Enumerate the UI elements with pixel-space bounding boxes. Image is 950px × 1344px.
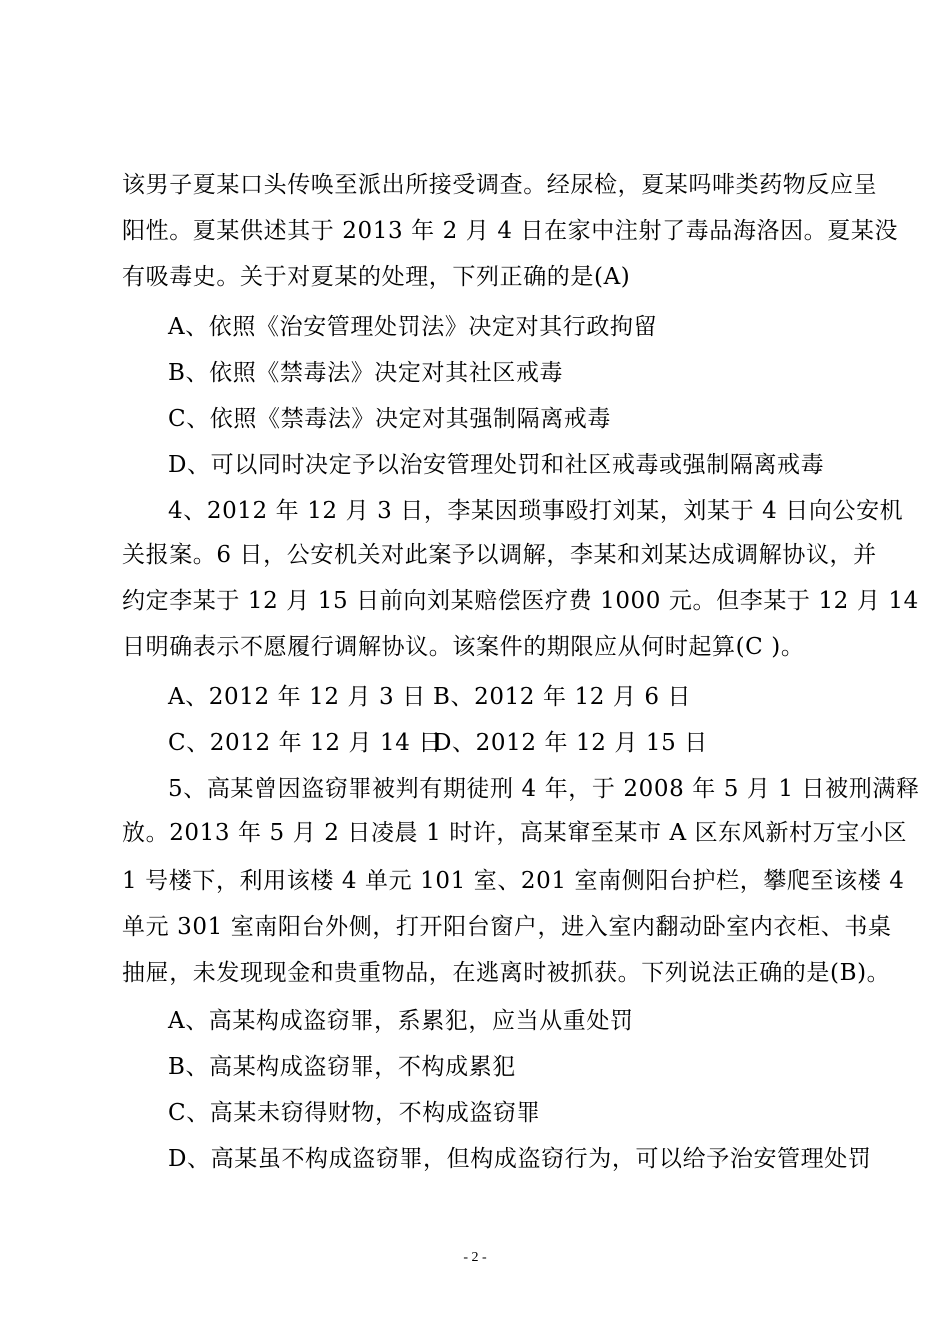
q4-option-c: C、2012 年 12 月 14 日: [168, 730, 443, 756]
q3-text-line-1: 该男子夏某口头传唤至派出所接受调查。经尿检，夏某吗啡类药物反应呈: [122, 172, 878, 198]
q5-text-line-2: 放。2013 年 5 月 2 日凌晨 1 时许，高某窜至某市 A 区东风新村万宝小区: [122, 820, 908, 846]
q4-option-a: A、2012 年 12 月 3 日: [168, 684, 426, 710]
q3-option-a: A、依照《治安管理处罚法》决定对其行政拘留: [168, 314, 658, 340]
q5-option-a: A、高某构成盗窃罪，系累犯，应当从重处罚: [168, 1008, 634, 1034]
q5-option-d: D、高某虽不构成盗窃罪，但构成盗窃行为，可以给予治安管理处罚: [168, 1146, 872, 1172]
q5-option-c: C、高某未窃得财物，不构成盗窃罪: [168, 1100, 541, 1126]
q4-text-line-1: 4、2012 年 12 月 3 日，李某因琐事殴打刘某，刘某于 4 日向公安机: [168, 498, 904, 524]
q3-option-b: B、依照《禁毒法》决定对其社区戒毒: [168, 360, 564, 386]
q5-text-line-5: 抽屉，未发现现金和贵重物品，在逃离时被抓获。下列说法正确的是(B)。: [122, 960, 891, 986]
q5-option-b: B、高某构成盗窃罪，不构成累犯: [168, 1054, 516, 1080]
q3-text-line-3: 有吸毒史。关于对夏某的处理，下列正确的是(A): [122, 264, 631, 290]
q5-text-line-3: 1 号楼下，利用该楼 4 单元 101 室、201 室南侧阳台护栏，攀爬至该楼 4: [122, 868, 905, 894]
page-number: - 2 -: [463, 1250, 487, 1265]
q4-option-b: B、2012 年 12 月 6 日: [433, 684, 692, 710]
q4-text-line-4: 日明确表示不愿履行调解协议。该案件的期限应从何时起算(C )。: [122, 634, 805, 660]
q4-text-line-3: 约定李某于 12 月 15 日前向刘某赔偿医疗费 1000 元。但李某于 12 月 14: [122, 588, 919, 614]
q4-option-d: D、2012 年 12 月 15 日: [433, 730, 708, 756]
q4-text-line-2: 关报案。6 日，公安机关对此案予以调解，李某和刘某达成调解协议，并: [122, 542, 877, 568]
q5-text-line-1: 5、高某曾因盗窃罪被判有期徒刑 4 年，于 2008 年 5 月 1 日被刑满释: [168, 776, 920, 802]
q5-text-line-4: 单元 301 室南阳台外侧，打开阳台窗户，进入室内翻动卧室内衣柜、书桌: [122, 914, 892, 940]
q3-option-c: C、依照《禁毒法》决定对其强制隔离戒毒: [168, 406, 611, 432]
q3-text-line-2: 阳性。夏某供述其于 2013 年 2 月 4 日在家中注射了毒品海洛因。夏某没: [122, 218, 899, 244]
q3-option-d: D、可以同时决定予以治安管理处罚和社区戒毒或强制隔离戒毒: [168, 452, 825, 478]
